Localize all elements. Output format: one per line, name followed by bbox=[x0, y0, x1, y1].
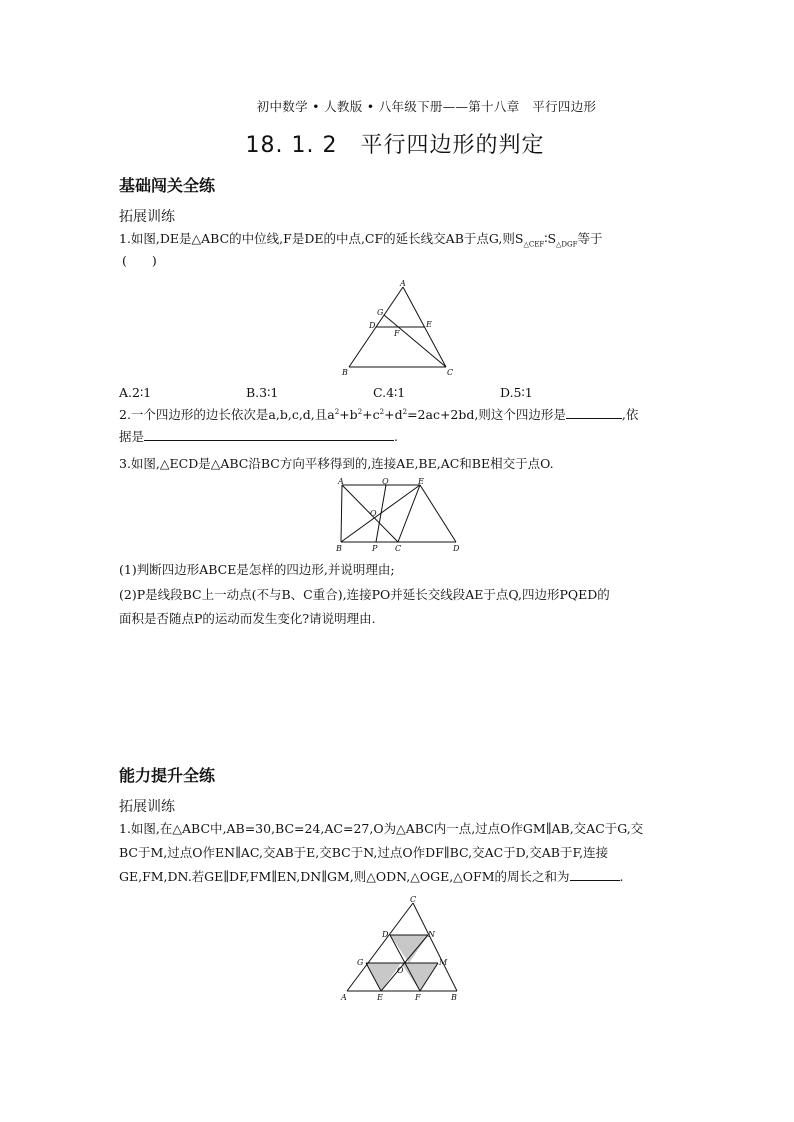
label-a: A bbox=[400, 279, 406, 288]
label-g3: G bbox=[357, 958, 364, 967]
question-1-answer-paren: ( ) bbox=[122, 253, 157, 268]
figure-inner-point-triangle bbox=[330, 890, 465, 1002]
figure-segment-gc bbox=[384, 315, 446, 367]
section-subheading-advanced: 拓展训练 bbox=[119, 799, 175, 815]
question-3-text: 3.如图,△ECD是△ABC沿BC方向平移得到的,连接AE,BE,AC和BE相交于点O. bbox=[119, 456, 554, 471]
figure-segment-ed bbox=[420, 485, 456, 542]
label-c3: C bbox=[410, 895, 417, 904]
label-b: B bbox=[342, 368, 348, 377]
label-e3: E bbox=[377, 993, 383, 1002]
section-heading-basic: 基础闯关全练 bbox=[119, 176, 216, 195]
question-2-text-line2: 据是 . bbox=[119, 426, 398, 448]
shaded-triangle-ofm bbox=[401, 963, 438, 991]
label-a2: A bbox=[338, 477, 344, 486]
question-3-part-2-line1: (2)P是线段BC上一动点(不与B、C重合),连接PO并延长交线段AE于点Q,四边形PQED的 bbox=[119, 587, 610, 602]
figure-translated-triangles bbox=[330, 474, 465, 554]
advanced-question-1-line2: BC于M,过点O作EN∥AC,交AB于E,交BC于N,过点O作DF∥BC,交AC于D,交AB于F,连接 bbox=[119, 845, 609, 860]
shaded-triangle-odn bbox=[390, 935, 428, 963]
label-c: C bbox=[447, 368, 454, 377]
section-heading-advanced: 能力提升全练 bbox=[119, 766, 216, 785]
label-g: G bbox=[377, 308, 384, 317]
label-f: F bbox=[394, 329, 400, 338]
figure-segment-qp bbox=[376, 485, 386, 542]
figure-triangle-midline bbox=[330, 276, 460, 380]
label-m: M bbox=[439, 958, 448, 967]
label-o: O bbox=[370, 509, 377, 518]
label-e2: E bbox=[418, 477, 424, 486]
label-b3: B bbox=[451, 993, 457, 1002]
page-header: 初中数学 • 人教版 • 八年级下册——第十八章 平行四边形 bbox=[256, 99, 597, 114]
label-d3: D bbox=[382, 930, 389, 939]
answer-blank-basis[interactable] bbox=[144, 426, 394, 441]
label-q: Q bbox=[382, 477, 389, 486]
question-3-part-1: (1)判断四边形ABCE是怎样的四边形,并说明理由; bbox=[119, 562, 395, 577]
label-p: P bbox=[372, 544, 378, 553]
label-d: D bbox=[369, 321, 376, 330]
advanced-question-1-line1: 1.如图,在△ABC中,AB=30,BC=24,AC=27,O为△ABC内一点,过点O作GM∥AB,交AC于G,交 bbox=[119, 821, 644, 836]
option-a: A.2∶1 bbox=[119, 385, 152, 400]
label-o3: O bbox=[397, 966, 404, 975]
label-d2: D bbox=[453, 544, 460, 553]
label-f3: F bbox=[415, 993, 421, 1002]
section-subheading-basic: 拓展训练 bbox=[119, 209, 175, 225]
question-3-part-2-line2: 面积是否随点P的运动而发生变化?请说明理由. bbox=[119, 611, 376, 626]
figure-segment-ab bbox=[341, 485, 342, 542]
option-b: B.3∶1 bbox=[246, 385, 279, 400]
question-2-text: 2.一个四边形的边长依次是a,b,c,d,且$a^2+b^2+c^2+d^2=2ac+2bd$,则这个四边形是 ,依 bbox=[119, 404, 638, 426]
shaded-triangle-oge bbox=[366, 963, 401, 991]
page-title: 18. 1. 2 平行四边形的判定 bbox=[245, 133, 545, 158]
option-c: C.4∶1 bbox=[373, 385, 406, 400]
label-b2: B bbox=[336, 544, 342, 553]
advanced-question-1-line3: GE,FM,DN.若GE∥DF,FM∥EN,DN∥GM,则△ODN,△OGE,△OFM的周长之和为 . bbox=[119, 866, 624, 888]
label-n: N bbox=[428, 930, 435, 939]
answer-blank[interactable] bbox=[566, 404, 622, 419]
label-a3: A bbox=[341, 993, 347, 1002]
question-1-text: 1.如图,DE是△ABC的中位线,F是DE的中点,CF的延长线交AB于点G,则$S_{\triangle CEF}∶S_{\triangle DGF}$等于 bbox=[119, 231, 603, 249]
label-c2: C bbox=[395, 544, 402, 553]
label-e: E bbox=[426, 320, 432, 329]
option-d: D.5∶1 bbox=[500, 385, 533, 400]
answer-blank-perimeter[interactable] bbox=[570, 866, 620, 881]
